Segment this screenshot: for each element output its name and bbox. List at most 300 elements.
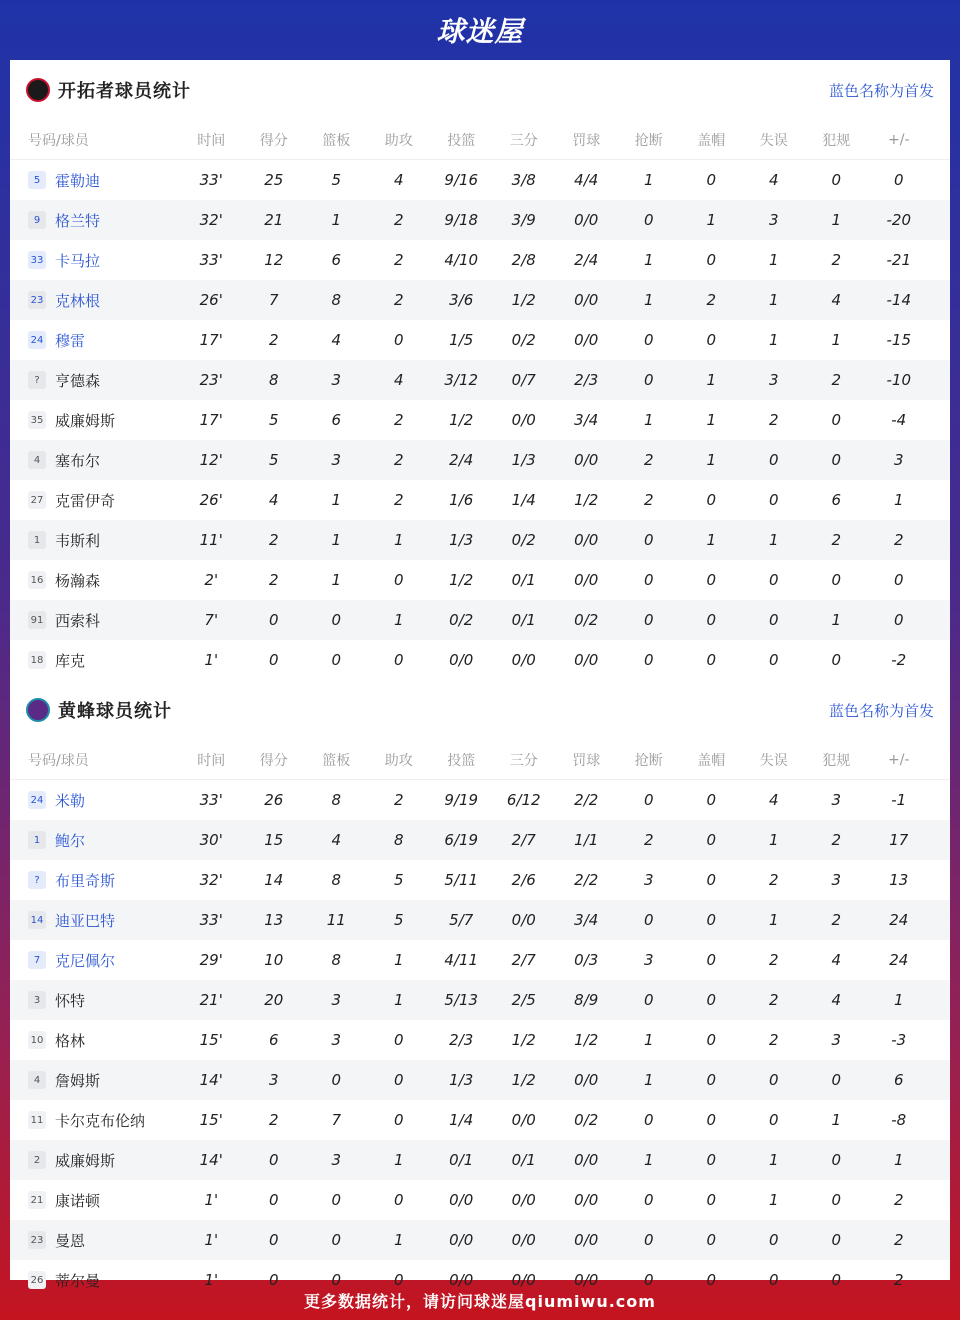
stat-three: 1/4 [511,491,536,509]
stat-assists: 2 [393,791,404,809]
column-header: 三分 [509,752,538,769]
stat-fouls: 0 [831,411,842,429]
stat-ft: 2/3 [574,371,599,389]
player-name[interactable]: 库克 [55,651,86,670]
column-header-row [10,120,950,160]
player-row[interactable] [10,160,950,200]
player-name[interactable]: 蒂尔曼 [55,1271,101,1290]
jersey-number: 21 [28,1191,46,1209]
stat-assists: 2 [393,291,404,309]
player-row[interactable] [10,640,950,680]
stat-steals: 0 [643,611,654,629]
stat-steals: 2 [643,451,654,469]
player-row[interactable] [10,1220,950,1260]
stat-turnovers: 1 [768,291,779,309]
column-header: 时间 [197,132,226,149]
player-name[interactable]: 康诺顿 [55,1191,101,1210]
stat-assists: 1 [393,991,404,1009]
stat-points: 3 [268,1071,279,1089]
stat-steals: 0 [643,371,654,389]
player-row[interactable] [10,400,950,440]
stat-three: 0/1 [511,611,536,629]
stat-points: 0 [268,651,279,669]
stat-ft: 0/2 [574,1111,599,1129]
stat-three: 1/2 [511,1031,536,1049]
stat-three: 0/2 [511,531,536,549]
column-header: +/- [888,751,910,768]
player-cell [10,990,180,1011]
stat-plus-minus: 0 [893,611,904,629]
player-name[interactable]: 霍勒迪 [55,171,101,190]
column-header: 犯规 [822,752,851,769]
stat-steals: 1 [643,171,654,189]
column-header: 罚球 [572,132,601,149]
stat-steals: 0 [643,571,654,589]
jersey-number: 4 [28,451,46,469]
player-cell [10,210,180,231]
stat-rebounds: 1 [331,491,342,509]
stat-ft: 8/9 [574,991,599,1009]
player-cell [10,490,180,511]
stat-turnovers: 3 [768,211,779,229]
stat-time: 11' [199,531,223,549]
stat-fouls: 0 [831,1071,842,1089]
stat-ft: 0/0 [574,1271,599,1289]
stat-time: 1' [204,1271,219,1289]
stat-fouls: 1 [831,611,842,629]
stat-steals: 1 [643,251,654,269]
player-row[interactable] [10,440,950,480]
stat-time: 33' [199,791,223,809]
stat-assists: 0 [393,651,404,669]
player-name[interactable]: 怀特 [55,991,86,1010]
stat-blocks: 0 [706,491,717,509]
stat-ft: 0/0 [574,571,599,589]
stat-ft: 1/2 [574,1031,599,1049]
stat-fouls: 2 [831,911,842,929]
player-cell [10,1150,180,1171]
stat-points: 20 [264,991,284,1009]
player-cell [10,410,180,431]
stat-steals: 0 [643,991,654,1009]
stat-time: 32' [199,871,223,889]
stat-steals: 0 [643,211,654,229]
stat-time: 15' [199,1031,223,1049]
stat-plus-minus: 1 [893,1151,904,1169]
stat-assists: 0 [393,1111,404,1129]
stat-blocks: 0 [706,251,717,269]
player-row[interactable] [10,1180,950,1220]
stat-fouls: 1 [831,1111,842,1129]
jersey-number: 1 [28,831,46,849]
stat-fg: 1/2 [449,571,474,589]
stat-blocks: 1 [706,211,717,229]
team-title: 开拓者球员统计 [58,81,191,102]
stat-fouls: 2 [831,371,842,389]
stat-rebounds: 8 [331,871,342,889]
player-name[interactable]: 亨德森 [55,371,101,390]
stat-time: 14' [199,1151,223,1169]
stat-assists: 2 [393,411,404,429]
player-name[interactable]: 迪亚巴特 [55,911,116,930]
stat-rebounds: 8 [331,291,342,309]
player-name[interactable]: 韦斯利 [55,531,101,550]
stat-blocks: 0 [706,1071,717,1089]
stat-turnovers: 1 [768,1151,779,1169]
player-cell [10,650,180,671]
stat-assists: 5 [393,871,404,889]
stat-three: 1/2 [511,1071,536,1089]
column-header: 得分 [259,752,288,769]
stat-rebounds: 1 [331,531,342,549]
player-row[interactable] [10,600,950,640]
stat-steals: 1 [643,1071,654,1089]
stat-rebounds: 6 [331,411,342,429]
stat-steals: 0 [643,1111,654,1129]
stat-plus-minus: 1 [893,991,904,1009]
stat-ft: 0/0 [574,1231,599,1249]
stat-fouls: 4 [831,991,842,1009]
stat-points: 7 [268,291,279,309]
player-row[interactable] [10,1140,950,1180]
stat-fouls: 0 [831,171,842,189]
player-cell [10,250,180,271]
player-row[interactable] [10,240,950,280]
stat-time: 1' [204,1191,219,1209]
stat-three: 1/3 [511,451,536,469]
player-row[interactable] [10,780,950,820]
stat-time: 14' [199,1071,223,1089]
stat-fg: 1/2 [449,411,474,429]
player-cell [10,330,180,351]
stat-time: 21' [199,991,223,1009]
player-row[interactable] [10,860,950,900]
starter-note: 蓝色名称为首发 [828,81,934,100]
stat-blocks: 0 [706,1151,717,1169]
stat-rebounds: 0 [331,1231,342,1249]
stat-blocks: 0 [706,571,717,589]
stat-steals: 1 [643,411,654,429]
stat-ft: 0/0 [574,651,599,669]
stat-rebounds: 8 [331,951,342,969]
stat-points: 0 [268,1271,279,1289]
player-name[interactable]: 卡马拉 [55,251,101,270]
stat-rebounds: 0 [331,1071,342,1089]
stat-fg: 1/3 [449,1071,474,1089]
player-name[interactable]: 杨瀚森 [55,571,101,590]
stat-turnovers: 0 [768,611,779,629]
stat-plus-minus: 2 [893,1271,904,1289]
jersey-number: 4 [28,1071,46,1089]
stat-time: 23' [199,371,223,389]
stat-turnovers: 1 [768,831,779,849]
stat-steals: 2 [643,491,654,509]
team-logo-icon [26,78,50,102]
player-cell [10,1030,180,1051]
jersey-number: 3 [28,991,46,1009]
player-cell [10,170,180,191]
column-header: 罚球 [572,752,601,769]
stat-fg: 0/2 [449,611,474,629]
jersey-number: 91 [28,611,46,629]
stat-points: 15 [264,831,284,849]
stat-time: 33' [199,251,223,269]
stat-points: 21 [264,211,284,229]
stat-assists: 2 [393,491,404,509]
column-header: 抢断 [634,132,663,149]
stat-points: 10 [264,951,284,969]
stat-blocks: 0 [706,831,717,849]
player-name[interactable]: 格林 [55,1031,86,1050]
stat-time: 1' [204,651,219,669]
player-row[interactable] [10,200,950,240]
stat-blocks: 0 [706,951,717,969]
jersey-number: 33 [28,251,46,269]
jersey-number: ? [28,371,46,389]
stat-turnovers: 2 [768,411,779,429]
player-row[interactable] [10,1060,950,1100]
stat-turnovers: 0 [768,1231,779,1249]
stat-three: 0/1 [511,1151,536,1169]
stat-blocks: 0 [706,171,717,189]
brand-logo: 球迷屋 [436,15,524,48]
stat-turnovers: 0 [768,451,779,469]
player-row[interactable] [10,560,950,600]
stat-assists: 4 [393,371,404,389]
stat-assists: 1 [393,531,404,549]
column-header: 盖帽 [697,752,726,769]
column-header: 三分 [509,132,538,149]
stat-fg: 3/6 [449,291,474,309]
player-name[interactable]: 西索科 [55,611,101,630]
stat-rebounds: 3 [331,1031,342,1049]
stat-blocks: 0 [706,611,717,629]
stat-plus-minus: 0 [893,171,904,189]
stat-points: 25 [264,171,284,189]
stat-three: 3/8 [511,171,536,189]
stat-rebounds: 0 [331,1191,342,1209]
player-cell [10,870,180,891]
player-row[interactable] [10,320,950,360]
player-cell [10,950,180,971]
stat-points: 0 [268,1151,279,1169]
player-row[interactable] [10,980,950,1020]
stat-rebounds: 3 [331,371,342,389]
stat-three: 2/7 [511,831,536,849]
player-row[interactable] [10,1020,950,1060]
stat-assists: 5 [393,911,404,929]
stat-steals: 1 [643,1031,654,1049]
stat-time: 33' [199,171,223,189]
jersey-number: 10 [28,1031,46,1049]
stat-ft: 0/0 [574,331,599,349]
column-header: +/- [888,131,910,148]
stat-ft: 0/0 [574,1191,599,1209]
stat-turnovers: 1 [768,1191,779,1209]
stat-fg: 1/5 [449,331,474,349]
stat-assists: 1 [393,611,404,629]
player-name[interactable]: 克尼佩尔 [55,951,116,970]
player-row[interactable] [10,480,950,520]
stat-fouls: 0 [831,1151,842,1169]
stat-blocks: 0 [706,791,717,809]
jersey-number: 18 [28,651,46,669]
stat-plus-minus: -2 [891,651,907,669]
player-name[interactable]: 曼恩 [55,1231,86,1250]
stat-turnovers: 4 [768,791,779,809]
stat-plus-minus: 3 [893,451,904,469]
stat-rebounds: 4 [331,331,342,349]
stat-fg: 0/0 [449,651,474,669]
stat-rebounds: 0 [331,651,342,669]
column-header: 号码/球员 [28,132,89,149]
stat-fouls: 0 [831,1271,842,1289]
column-header-row [10,740,950,780]
player-name[interactable]: 格兰特 [55,211,101,230]
stat-steals: 3 [643,951,654,969]
player-name[interactable]: 詹姆斯 [55,1071,101,1090]
stat-fouls: 2 [831,251,842,269]
stat-steals: 2 [643,831,654,849]
stat-turnovers: 2 [768,951,779,969]
stat-points: 0 [268,1231,279,1249]
stat-rebounds: 5 [331,171,342,189]
player-name[interactable]: 穆雷 [55,331,86,350]
player-name[interactable]: 布里奇斯 [55,871,116,890]
stat-fg: 1/6 [449,491,474,509]
stat-plus-minus: 1 [893,491,904,509]
stat-ft: 3/4 [574,911,599,929]
team-logo-icon [26,698,50,722]
stat-fg: 2/4 [449,451,474,469]
stat-fg: 5/7 [449,911,474,929]
team-sections [10,60,950,1300]
jersey-number: 11 [28,1111,46,1129]
jersey-number: 1 [28,531,46,549]
player-name[interactable]: 克雷伊奇 [55,491,116,510]
stat-three: 0/1 [511,571,536,589]
stat-three: 0/0 [511,1111,536,1129]
stat-rebounds: 0 [331,611,342,629]
stat-assists: 0 [393,1071,404,1089]
stat-blocks: 1 [706,451,717,469]
stat-rebounds: 7 [331,1111,342,1129]
stat-blocks: 0 [706,1231,717,1249]
stat-rebounds: 3 [331,451,342,469]
stat-three: 0/0 [511,1231,536,1249]
jersey-number: 5 [28,171,46,189]
stat-assists: 1 [393,1231,404,1249]
stat-fg: 4/10 [444,251,479,269]
stat-ft: 0/0 [574,1071,599,1089]
stat-ft: 0/3 [574,951,599,969]
stat-points: 2 [268,1111,279,1129]
player-row[interactable] [10,280,950,320]
player-name[interactable]: 鲍尔 [55,831,86,850]
player-row[interactable] [10,360,950,400]
stat-assists: 4 [393,171,404,189]
stat-ft: 1/1 [574,831,599,849]
column-header: 得分 [259,132,288,149]
stat-three: 0/7 [511,371,536,389]
stat-points: 0 [268,611,279,629]
stat-ft: 4/4 [574,171,599,189]
player-name[interactable]: 米勒 [55,791,86,810]
stat-three: 0/0 [511,911,536,929]
stat-points: 2 [268,531,279,549]
stat-steals: 0 [643,531,654,549]
stat-turnovers: 1 [768,331,779,349]
stat-points: 14 [264,871,284,889]
stat-fg: 4/11 [444,951,479,969]
stat-points: 4 [268,491,279,509]
player-cell [10,790,180,811]
jersey-number: 2 [28,1151,46,1169]
stat-plus-minus: -3 [891,1031,907,1049]
stat-assists: 1 [393,1151,404,1169]
stat-time: 7' [204,611,219,629]
stat-turnovers: 4 [768,171,779,189]
stat-plus-minus: -20 [886,211,911,229]
jersey-number: 27 [28,491,46,509]
player-cell [10,830,180,851]
stat-fouls: 0 [831,651,842,669]
player-cell [10,910,180,931]
stat-fouls: 0 [831,1191,842,1209]
stat-fg: 0/1 [449,1151,474,1169]
player-row[interactable] [10,520,950,560]
player-name[interactable]: 威廉姆斯 [55,411,116,430]
player-row[interactable] [10,1100,950,1140]
stat-blocks: 2 [706,291,717,309]
player-row[interactable] [10,820,950,860]
stat-fouls: 4 [831,951,842,969]
player-row[interactable] [10,900,950,940]
stat-ft: 0/0 [574,1151,599,1169]
stat-fouls: 3 [831,871,842,889]
player-row[interactable] [10,940,950,980]
player-cell [10,370,180,391]
stat-points: 6 [268,1031,279,1049]
player-name[interactable]: 克林根 [55,291,101,310]
stat-plus-minus: 2 [893,531,904,549]
stat-steals: 0 [643,651,654,669]
player-name[interactable]: 卡尔克布伦纳 [55,1111,146,1130]
stat-three: 2/8 [511,251,536,269]
stat-steals: 0 [643,791,654,809]
column-header: 抢断 [634,752,663,769]
stat-fouls: 4 [831,291,842,309]
stat-plus-minus: 17 [889,831,909,849]
stat-plus-minus: -21 [886,251,911,269]
stat-steals: 1 [643,1151,654,1169]
stat-assists: 0 [393,1031,404,1049]
stat-points: 8 [268,371,279,389]
column-header: 时间 [197,752,226,769]
stat-turnovers: 1 [768,911,779,929]
player-name[interactable]: 威廉姆斯 [55,1151,116,1170]
stat-ft: 2/2 [574,791,599,809]
stat-plus-minus: -14 [886,291,911,309]
player-cell [10,290,180,311]
stat-points: 2 [268,571,279,589]
stat-three: 0/0 [511,411,536,429]
stat-fouls: 0 [831,1231,842,1249]
stat-time: 26' [199,291,223,309]
stat-points: 2 [268,331,279,349]
player-name[interactable]: 塞布尔 [55,451,101,470]
stat-assists: 2 [393,251,404,269]
